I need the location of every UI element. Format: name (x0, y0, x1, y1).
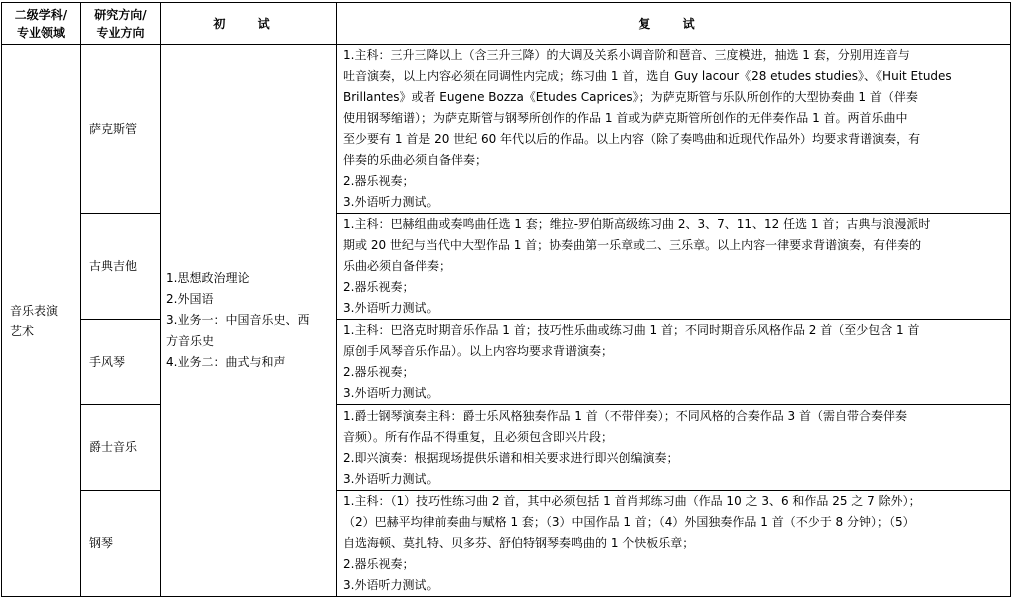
header-retest: 复 试 (337, 3, 1011, 45)
retest-line: 伴奏的乐曲必须自备伴奏； (343, 153, 488, 167)
table-row (2, 45, 1011, 214)
retest-line: 音频）。所有作品不得重复，且必须包含即兴片段； (343, 429, 614, 444)
direction-cell (81, 405, 161, 491)
header-discipline: 二级学科/ 专业领域 (2, 3, 81, 45)
direction-name: 钢琴 (89, 536, 114, 550)
direction-name: 手风琴 (89, 354, 126, 369)
preliminary-cell (161, 45, 337, 597)
retest-line: 乐曲必须自备伴奏； (343, 259, 452, 273)
retest-line: 1.主科：巴洛克时期音乐作品 1 首；技巧性乐曲或练习曲 1 首；不同时期音乐风格作品 2 首（至少包含 1 首 (343, 323, 920, 337)
retest-line: 吐音演奏，以上内容必须在同调性内完成；练习曲 1 首，选自 Guy lacour《28 etudes studies》、《Huit Etudes (343, 69, 952, 83)
retest-line: 1.主科：（1）技巧性练习曲 2 首，其中必须包括 1 首肖邦练习曲（作品 10 之 3、6 和作品 25 之 7 除外）； (343, 494, 921, 508)
retest-cell (337, 405, 1011, 491)
preliminary-item: 3.业务一：中国音乐史、西方音乐史 (166, 313, 310, 348)
direction-cell (81, 491, 161, 597)
retest-cell (337, 491, 1011, 597)
retest-line: 至少要有 1 首是 20 世纪 60 年代以后的作品。以上内容（除了奏鸣曲和近现代作品外）均要求背谱演奏，有 (343, 132, 921, 146)
retest-line: 3.外语听力测试。 (343, 195, 439, 209)
header-row (2, 3, 1011, 45)
direction-name: 古典吉他 (89, 259, 138, 273)
retest-line: 期或 20 世纪与当代中大型作品 1 首；协奏曲第一乐章或二、三乐章。以上内容一律要求背谱演奏，有伴奏的 (343, 238, 922, 252)
retest-cell (337, 320, 1011, 405)
table-row (2, 214, 1011, 320)
syllabus-table (1, 2, 1011, 597)
retest-cell (337, 45, 1011, 214)
retest-line: 2.器乐视奏； (343, 280, 415, 294)
retest-line: 2.即兴演奏：根据现场提供乐谱和相关要求进行即兴创编演奏； (343, 450, 679, 465)
retest-line: 1.爵士钢琴演奏主科：爵士乐风格独奏作品 1 首（不带伴奏）；不同风格的合奏作品 3 首（需自带合奏伴奏 (343, 408, 907, 423)
direction-name: 爵士音乐 (89, 440, 138, 454)
discipline-name: 音乐表演 艺术 (10, 303, 59, 338)
preliminary-item: 2.外国语 (166, 292, 214, 306)
retest-line: 1.主科：三升三降以上（含三升三降）的大调及关系小调音阶和琶音、三度模进，抽选 1 套，分别用连音与 (343, 48, 910, 62)
preliminary-item: 1.思想政治理论 (166, 271, 250, 285)
retest-line: 2.器乐视奏； (343, 174, 415, 188)
retest-line: 3.外语听力测试。 (343, 471, 439, 486)
retest-line: 2.器乐视奏； (343, 365, 415, 379)
table-row (2, 320, 1011, 405)
retest-cell (337, 214, 1011, 320)
preliminary-item: 4.业务二：曲式与和声 (166, 355, 286, 369)
retest-line: 3.外语听力测试。 (343, 578, 439, 592)
direction-name: 萨克斯管 (89, 121, 138, 136)
retest-line: 1.主科：巴赫组曲或奏鸣曲任选 1 套；维拉-罗伯斯高级练习曲 2、3、7、11、12 任选 1 首；古典与浪漫派时 (343, 217, 931, 231)
direction-cell (81, 45, 161, 214)
header-direction: 研究方向/ 专业方向 (81, 3, 161, 45)
table-row (2, 405, 1011, 491)
retest-line: （2）巴赫平均律前奏曲与赋格 1 套；（3）中国作品 1 首；（4）外国独奏作品 1 首（不少于 8 分钟）；（5） (343, 515, 915, 529)
retest-line: 3.外语听力测试。 (343, 301, 439, 315)
table-row (2, 491, 1011, 597)
retest-line: 2.器乐视奏； (343, 557, 415, 571)
retest-line: 自选海顿、莫扎特、贝多芬、舒伯特钢琴奏鸣曲的 1 个快板乐章； (343, 536, 695, 550)
direction-cell (81, 214, 161, 320)
direction-cell (81, 320, 161, 405)
retest-line: 使用钢琴缩谱）；为萨克斯管与钢琴所创作的作品 1 首或为萨克斯管所创作的无伴奏作品 1 首。两首乐曲中 (343, 111, 908, 125)
discipline-cell (2, 45, 81, 597)
retest-line: Brillantes》或者 Eugene Bozza《Etudes Caprices》；为萨克斯管与乐队所创作的大型协奏曲 1 首（伴奏 (343, 90, 918, 104)
retest-line: 原创手风琴音乐作品）。以上内容均要求背谱演奏； (343, 344, 614, 358)
header-preliminary: 初 试 (161, 3, 337, 45)
retest-line: 3.外语听力测试。 (343, 386, 439, 400)
